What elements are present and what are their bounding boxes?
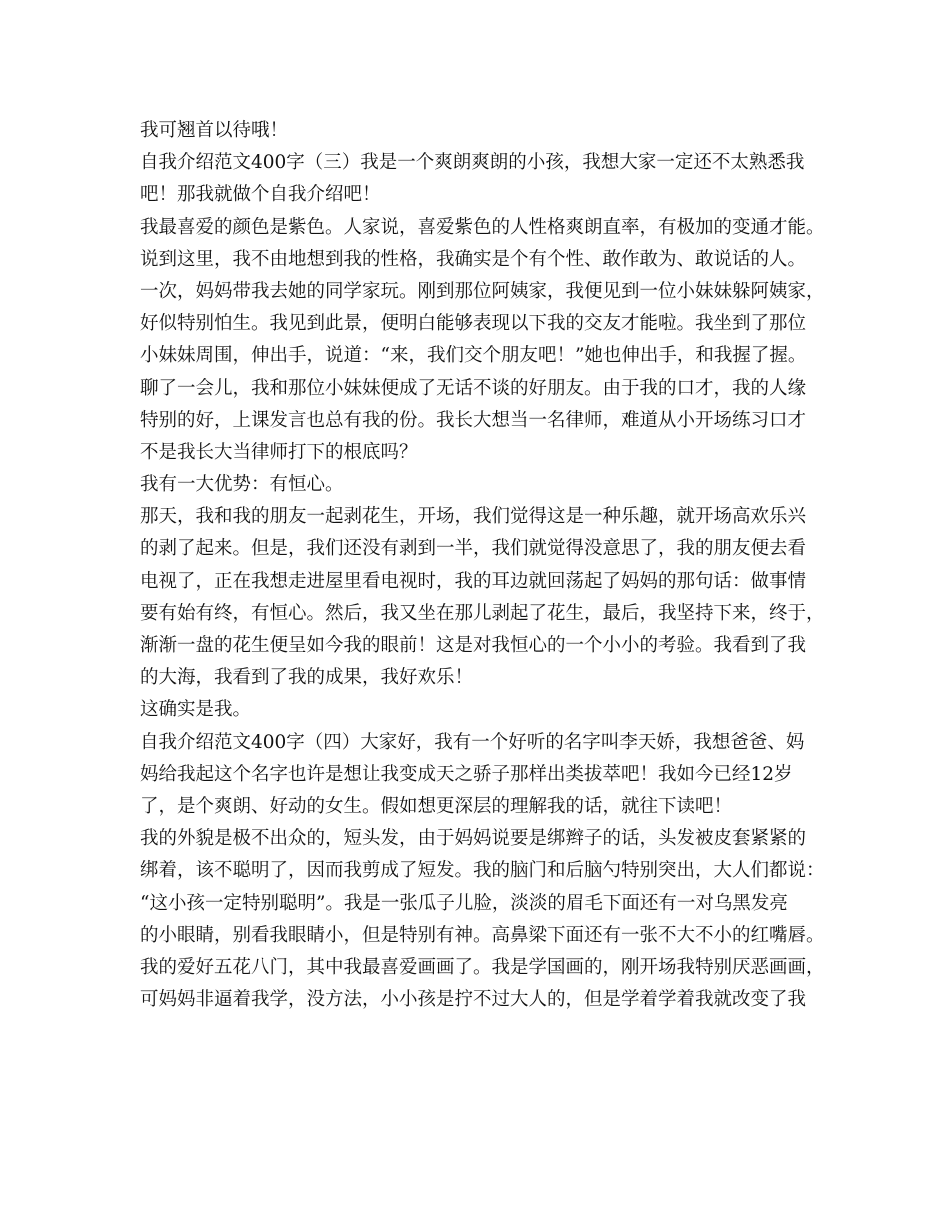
text-line-4: 我最喜爱的颜色是紫色。人家说，喜爱紫色的人性格爽朗直率，有极加的变通才能。 [140,216,825,238]
text-line-23: 我的外貌是极不出众的，短头发，由于妈妈说要是绑辫子的话，头发被皮套紧紧的 [140,828,807,850]
text-line-19: 这确实是我。 [140,699,252,721]
document-body [140,115,830,1016]
text-line-11: 不是我长大当律师打下的根底吗？ [140,441,418,463]
text-line-15: 电视了，正在我想走进屋里看电视时，我的耳边就回荡起了妈妈的那句话：做事情 [140,570,807,592]
text-line-6: 一次，妈妈带我去她的同学家玩。刚到那位阿姨家，我便见到一位小妹妹躲阿姨家， [140,280,825,302]
text-line-27: 我的爱好五花八门，其中我最喜爱画画了。我是学国画的，刚开场我特别厌恶画画， [140,956,825,978]
text-line-18: 的大海，我看到了我的成果，我好欢乐！ [140,667,474,689]
text-line-22: 了，是个爽朗、好动的女生。假如想更深层的理解我的话，就往下读吧！ [140,795,733,817]
text-line-20: 自我介绍范文400字（四）大家好，我有一个好听的名字叫李天娇，我想爸爸、妈 [140,731,805,753]
text-line-14: 的剥了起来。但是，我们还没有剥到一半，我们就觉得没意思了，我的朋友便去看 [140,538,807,560]
text-line-8: 小妹妹周围，伸出手，说道：“来，我们交个朋友吧！”她也伸出手，和我握了握。 [140,345,807,367]
text-line-7: 好似特别怕生。我见到此景，便明白能够表现以下我的交友才能啦。我坐到了那位 [140,313,807,335]
text-line-3: 吧！那我就做个自我介绍吧！ [140,184,381,206]
text-line-24: 绑着，该不聪明了，因而我剪成了短发。我的脑门和后脑勺特别突出，大人们都说： [140,860,825,882]
text-line-21: 妈给我起这个名字也许是想让我变成天之骄子那样出类拔萃吧！我如今已经12岁 [140,763,793,785]
text-line-25: “这小孩一定特别聪明”。我是一张瓜子儿脸，淡淡的眉毛下面还有一对乌黑发亮 [140,892,788,914]
text-line-26: 的小眼睛，别看我眼睛小，但是特别有神。高鼻梁下面还有一张不大不小的红嘴唇。 [140,924,825,946]
text-line-17: 渐渐一盘的花生便呈如今我的眼前！这是对我恒心的一个小小的考验。我看到了我 [140,635,807,656]
text-line-13: 那天，我和我的朋友一起剥花生，开场，我们觉得这是一种乐趣，就开场高欢乐兴 [140,506,807,528]
text-line-28: 可妈妈非逼着我学，没方法，小小孩是拧不过大人的，但是学着学着我就改变了我 [140,989,807,1011]
text-line-9: 聊了一会儿，我和那位小妹妹便成了无话不谈的好朋友。由于我的口才，我的人缘 [140,377,807,399]
text-line-5: 说到这里，我不由地想到我的性格，我确实是个有个性、敢作敢为、敢说话的人。 [140,248,807,270]
text-line-10: 特别的好，上课发言也总有我的份。我长大想当一名律师，难道从小开场练习口才 [140,409,807,431]
text-line-16: 要有始有终，有恒心。然后，我又坐在那儿剥起了花生，最后，我坚持下来，终于， [140,602,825,624]
text-line-2: 自我介绍范文400字（三）我是一个爽朗爽朗的小孩，我想大家一定还不太熟悉我 [140,152,805,174]
text-line-12: 我有一大优势：有恒心。 [140,474,344,496]
text-line-1: 我可翘首以待哦！ [140,120,289,141]
